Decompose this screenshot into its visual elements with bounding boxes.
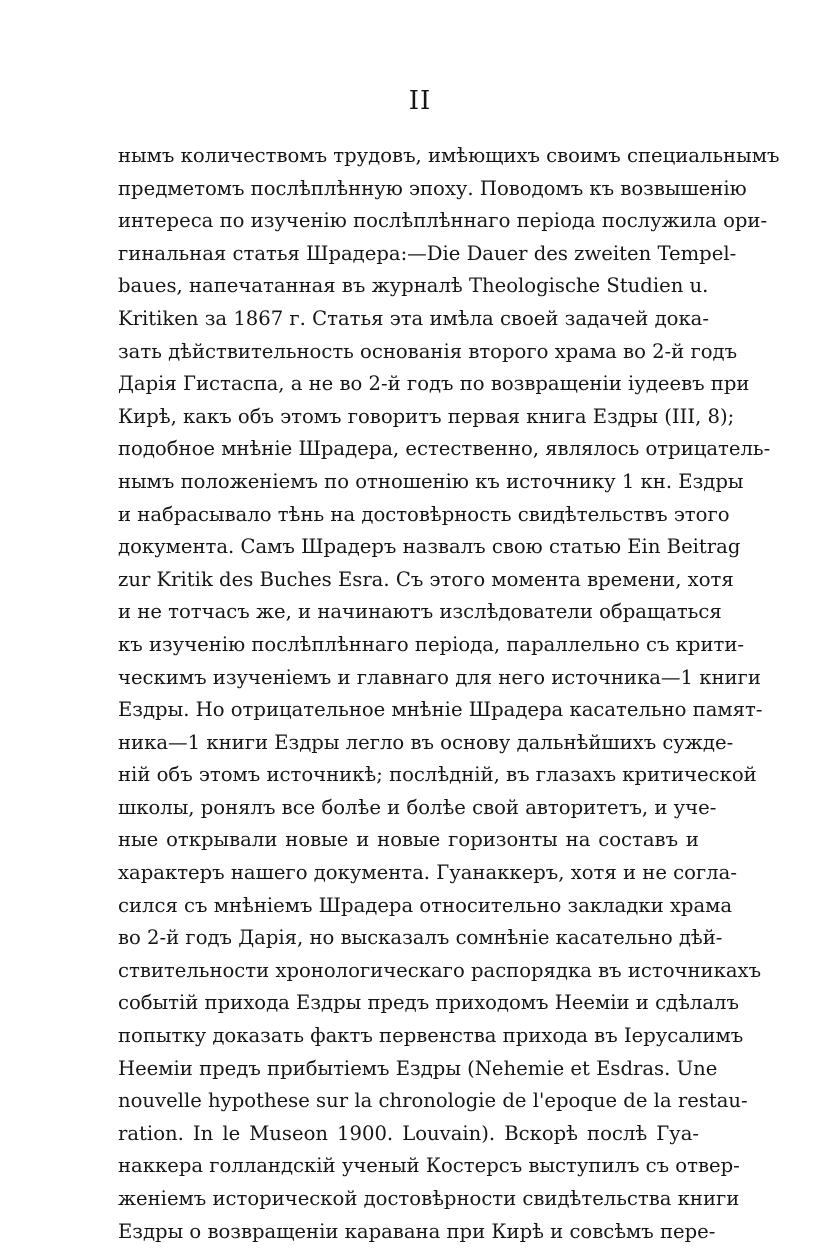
text-line: предметомъ послѣплѣнную эпоху. Поводомъ къ возвышенію [118,176,747,200]
text-line: и набрасывало тѣнь на достовѣрность свидѣтельствъ этого [118,502,730,526]
text-line: Ездры. Но отрицательное мнѣніе Шрадера касательно памят- [118,698,763,722]
text-line: во 2-й годъ Дарія, но высказалъ сомнѣніе касательно дѣй- [118,926,723,950]
text-line: ника—1 книги Ездры легло въ основу дальнѣйшихъ сужде- [118,730,734,754]
text-line: baues, напечатанная въ журналѣ Theologische Studien u. [118,274,709,298]
text-line: попытку доказать фактъ первенства прихода въ Іерусалимъ [118,1024,744,1048]
body-text [118,140,780,1248]
text-line: подобное мнѣніе Шрадера, естественно, являлось отрицатель- [118,437,771,461]
text-line: наккера голландскій ученый Костерсъ выступилъ съ отвер- [118,1154,740,1178]
text-line: ческимъ изученіемъ и главнаго для него источника—1 книги [118,665,761,689]
text-line: ній объ этомъ источникѣ; послѣдній, въ глазахъ критической [118,763,757,787]
text-line: zur Kritik des Buches Esra. Съ этого момента времени, хотя [118,567,734,591]
text-line: женіемъ исторической достовѣрности свидѣтельства книги [118,1187,740,1210]
text-line: nouvelle hypothese sur la chronologie de l'epoque de la restau- [118,1089,748,1113]
text-line: событій прихода Ездры предъ приходомъ Нееміи и сдѣлалъ [118,991,739,1015]
text-line: Ездры о возвращеніи каравана при Кирѣ и совсѣмъ пере- [118,1219,716,1243]
text-line: интереса по изученію послѣплѣннаго періода послужила ори- [118,209,768,233]
text-line: ные открывали новые и новые горизонты на составъ и [118,828,699,852]
text-line: Kritiken за 1867 г. Статья эта имѣла своей задачей дока- [118,306,709,330]
text-line: характеръ нашего документа. Гуанаккеръ, хотя и не согла- [118,861,737,885]
text-line: школы, ронялъ все болѣе и болѣе свой авторитетъ, и уче- [118,795,717,819]
text-line: Дарія Гистаспа, а не во 2-й годъ по возвращеніи іудеевъ при [118,372,750,396]
text-line: и не тотчасъ же, и начинаютъ изслѣдователи обращаться [118,600,722,624]
text-line: къ изученію послѣплѣннаго періода, параллельно съ крити- [118,632,745,656]
text-line: гинальная статья Шрадера:—Die Dauer des zweiten Tempel- [118,241,737,265]
text-line: Нееміи предъ прибытіемъ Ездры (Nehemie et Esdras. Une [118,1056,718,1080]
text-line: ствительности хронологическаго распорядка въ источникахъ [118,958,762,982]
text-line: нымъ положеніемъ по отношенію къ источнику 1 кн. Ездры [118,469,744,493]
text-line: документа. Самъ Шрадеръ назвалъ свою статью Ein Beitrag [118,535,741,559]
text-line: зать дѣйствительность основанія второго храма во 2-й годъ [118,339,738,363]
text-line: нымъ количествомъ трудовъ, имѣющихъ своимъ специальнымъ [118,144,780,167]
text-line: ration. In le Museon 1900. Louvain). Вскорѣ послѣ Гуа- [118,1121,699,1145]
text-line: Кирѣ, какъ объ этомъ говоритъ первая книга Ездры (III, 8); [118,404,735,428]
page-number: II [408,86,432,116]
text-line: сился съ мнѣніемъ Шрадера относительно закладки храма [118,893,733,917]
